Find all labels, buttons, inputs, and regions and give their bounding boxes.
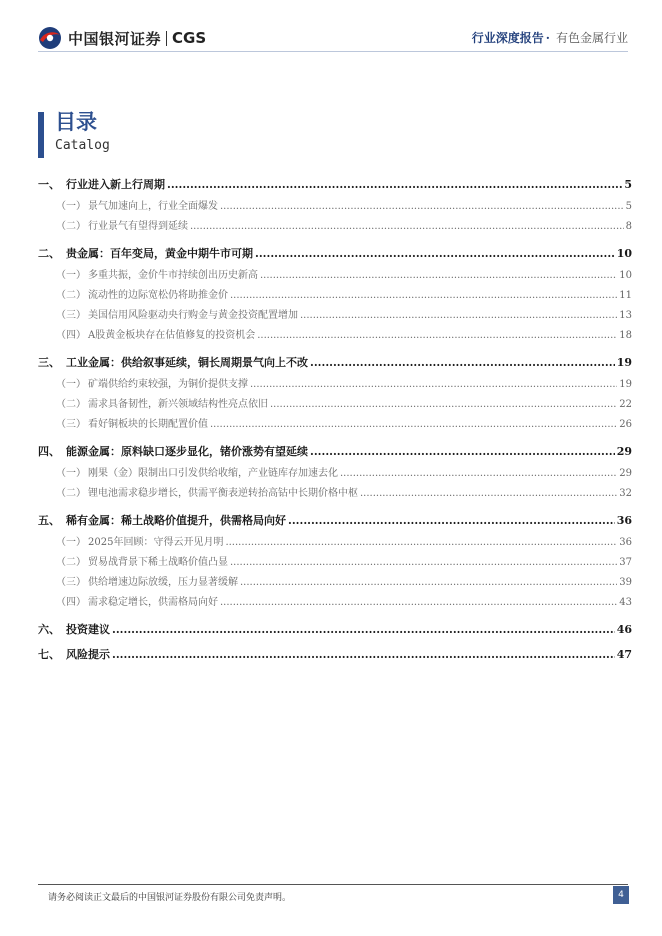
toc-leader-dots [288, 508, 615, 533]
toc-entry-number: （一） [56, 468, 86, 479]
toc-section-entry[interactable] [38, 375, 632, 395]
toc-entry-number: （四） [56, 597, 86, 608]
toc-entry-title: A股黄金板块存在估值修复的投资机会 [88, 330, 256, 341]
toc-entry-title: 稀有金属：稀土战略价值提升，供需格局向好 [66, 514, 286, 527]
toc-entry-number: （二） [56, 221, 86, 232]
toc-entry-number: （一） [56, 201, 86, 212]
toc-section-entry[interactable] [38, 266, 632, 286]
toc-leader-dots [310, 439, 615, 464]
toc-leader-dots [220, 197, 624, 217]
toc-entry-page: 46 [616, 623, 632, 636]
toc-chapter-entry[interactable] [38, 350, 632, 375]
toc-entry-page: 13 [619, 310, 632, 321]
title-accent-bar [38, 112, 44, 158]
toc-section-entry[interactable] [38, 395, 632, 415]
toc-entry-number: 四、 [38, 445, 60, 458]
toc-entry-number: （三） [56, 577, 86, 588]
toc-entry-number: （二） [56, 290, 86, 301]
toc-entry-page: 29 [619, 468, 632, 479]
toc-entry-title: 供给增速边际放缓，压力显著缓解 [88, 577, 238, 588]
toc-entry-page: 32 [619, 488, 632, 499]
report-type [472, 29, 628, 46]
toc-section-entry[interactable] [38, 286, 632, 306]
toc-entry-title: 景气加速向上，行业全面爆发 [88, 201, 218, 212]
header-divider [38, 51, 628, 52]
toc-leader-dots [220, 593, 617, 613]
toc-entry-title: 行业景气有望得到延续 [88, 221, 188, 232]
toc-chapter-entry[interactable] [38, 642, 632, 667]
toc-leader-dots [112, 642, 615, 667]
toc-leader-dots [240, 573, 617, 593]
toc-leader-dots [167, 172, 622, 197]
toc-entry-page: 11 [619, 290, 632, 301]
toc-entry-title: 贵金属：百年变局，黄金中期牛市可期 [66, 247, 253, 260]
toc-leader-dots [225, 533, 617, 553]
toc-section-entry[interactable] [38, 533, 632, 553]
toc-entry-number: 六、 [38, 623, 60, 636]
galaxy-logo-icon [38, 26, 62, 50]
footer-disclaimer: 请务必阅读正文最后的中国银河证券股份有限公司免责声明。 [48, 893, 292, 903]
report-type-dot: · [545, 31, 550, 45]
toc-entry-title: 2025年回顾：守得云开见月明 [88, 537, 224, 548]
toc-leader-dots [260, 266, 617, 286]
toc-leader-dots [255, 241, 615, 266]
toc-entry-title: 看好铜板块的长期配置价值 [88, 419, 208, 430]
toc-entry-number: 三、 [38, 356, 60, 369]
toc-leader-dots [270, 395, 617, 415]
toc-entry-number: （一） [56, 379, 86, 390]
toc-entry-title: 风险提示 [66, 648, 110, 661]
toc-section-entry[interactable] [38, 553, 632, 573]
table-of-contents [38, 172, 632, 667]
toc-entry-page: 36 [616, 514, 632, 527]
toc-entry-number: （四） [56, 330, 86, 341]
toc-entry-number: 五、 [38, 514, 60, 527]
footer-divider [38, 884, 628, 885]
toc-leader-dots [112, 617, 615, 642]
toc-entry-title: 美国信用风险驱动央行购金与黄金投资配置增加 [88, 310, 298, 321]
logo-text-cn: 中国银河证券 [68, 29, 162, 48]
toc-entry-title: 贸易战背景下稀土战略价值凸显 [88, 557, 228, 568]
industry-label: 有色金属行业 [555, 31, 628, 45]
toc-leader-dots [210, 415, 617, 435]
toc-entry-title: 投资建议 [66, 623, 110, 636]
toc-entry-number: （二） [56, 488, 86, 499]
company-logo [38, 26, 206, 50]
toc-entry-page: 36 [619, 537, 632, 548]
toc-entry-title: 需求具备韧性，新兴领域结构性亮点依旧 [88, 399, 268, 410]
toc-entry-title: 能源金属：原料缺口逐步显化，锗价涨势有望延续 [66, 445, 308, 458]
toc-entry-title: 工业金属：供给叙事延续，铜长周期景气向上不改 [66, 356, 308, 369]
toc-section-entry[interactable] [38, 484, 632, 504]
page-subtitle: Catalog [55, 138, 110, 153]
toc-entry-number: （一） [56, 537, 86, 548]
toc-entry-page: 10 [616, 247, 632, 260]
toc-section-entry[interactable] [38, 197, 632, 217]
toc-entry-title: 刚果（金）限制出口引发供给收缩，产业链库存加速去化 [88, 468, 338, 479]
toc-entry-number: （三） [56, 419, 86, 430]
toc-section-entry[interactable] [38, 217, 632, 237]
toc-entry-page: 10 [619, 270, 632, 281]
toc-entry-page: 43 [619, 597, 632, 608]
toc-entry-number: 七、 [38, 648, 60, 661]
toc-entry-number: 一、 [38, 178, 60, 191]
toc-section-entry[interactable] [38, 593, 632, 613]
toc-leader-dots [190, 217, 624, 237]
toc-leader-dots [230, 286, 617, 306]
toc-entry-title: 流动性的边际宽松仍将助推金价 [88, 290, 228, 301]
toc-section-entry[interactable] [38, 464, 632, 484]
toc-entry-page: 5 [625, 201, 632, 212]
toc-entry-page: 39 [619, 577, 632, 588]
toc-section-entry[interactable] [38, 326, 632, 346]
toc-entry-page: 47 [616, 648, 632, 661]
toc-entry-page: 18 [619, 330, 632, 341]
logo-divider [166, 31, 167, 46]
toc-entry-page: 5 [624, 178, 632, 191]
toc-chapter-entry[interactable] [38, 241, 632, 266]
toc-chapter-entry[interactable] [38, 439, 632, 464]
toc-entry-title: 矿端供给约束较强，为铜价提供支撑 [88, 379, 248, 390]
toc-entry-title: 需求稳定增长，供需格局向好 [88, 597, 218, 608]
toc-leader-dots [230, 553, 617, 573]
toc-section-entry[interactable] [38, 306, 632, 326]
page-title: 目录 [55, 110, 97, 134]
toc-entry-page: 29 [616, 445, 632, 458]
toc-chapter-entry[interactable] [38, 617, 632, 642]
toc-entry-page: 19 [619, 379, 632, 390]
report-type-label: 行业深度报告 [471, 31, 544, 45]
toc-leader-dots [250, 375, 617, 395]
toc-chapter-entry[interactable] [38, 172, 632, 197]
toc-leader-dots [310, 350, 615, 375]
toc-leader-dots [257, 326, 617, 346]
toc-entry-title: 行业进入新上行周期 [66, 178, 165, 191]
toc-section-entry[interactable] [38, 415, 632, 435]
toc-entry-number: （二） [56, 399, 86, 410]
toc-leader-dots [300, 306, 617, 326]
page-header [0, 0, 662, 60]
toc-leader-dots [360, 484, 617, 504]
toc-entry-number: 二、 [38, 247, 60, 260]
toc-section-entry[interactable] [38, 573, 632, 593]
toc-entry-page: 22 [619, 399, 632, 410]
toc-entry-page: 26 [619, 419, 632, 430]
toc-entry-page: 8 [625, 221, 632, 232]
toc-entry-title: 多重共振，金价牛市持续创出历史新高 [88, 270, 258, 281]
toc-entry-number: （三） [56, 310, 86, 321]
toc-entry-title: 锂电池需求稳步增长，供需平衡表逆转抬高钴中长期价格中枢 [88, 488, 358, 499]
toc-leader-dots [340, 464, 617, 484]
logo-text-en: CGS [172, 29, 207, 47]
toc-entry-page: 37 [619, 557, 632, 568]
toc-entry-page: 19 [616, 356, 632, 369]
toc-entry-number: （二） [56, 557, 86, 568]
page-number: 4 [613, 886, 629, 904]
toc-entry-number: （一） [56, 270, 86, 281]
toc-chapter-entry[interactable] [38, 508, 632, 533]
